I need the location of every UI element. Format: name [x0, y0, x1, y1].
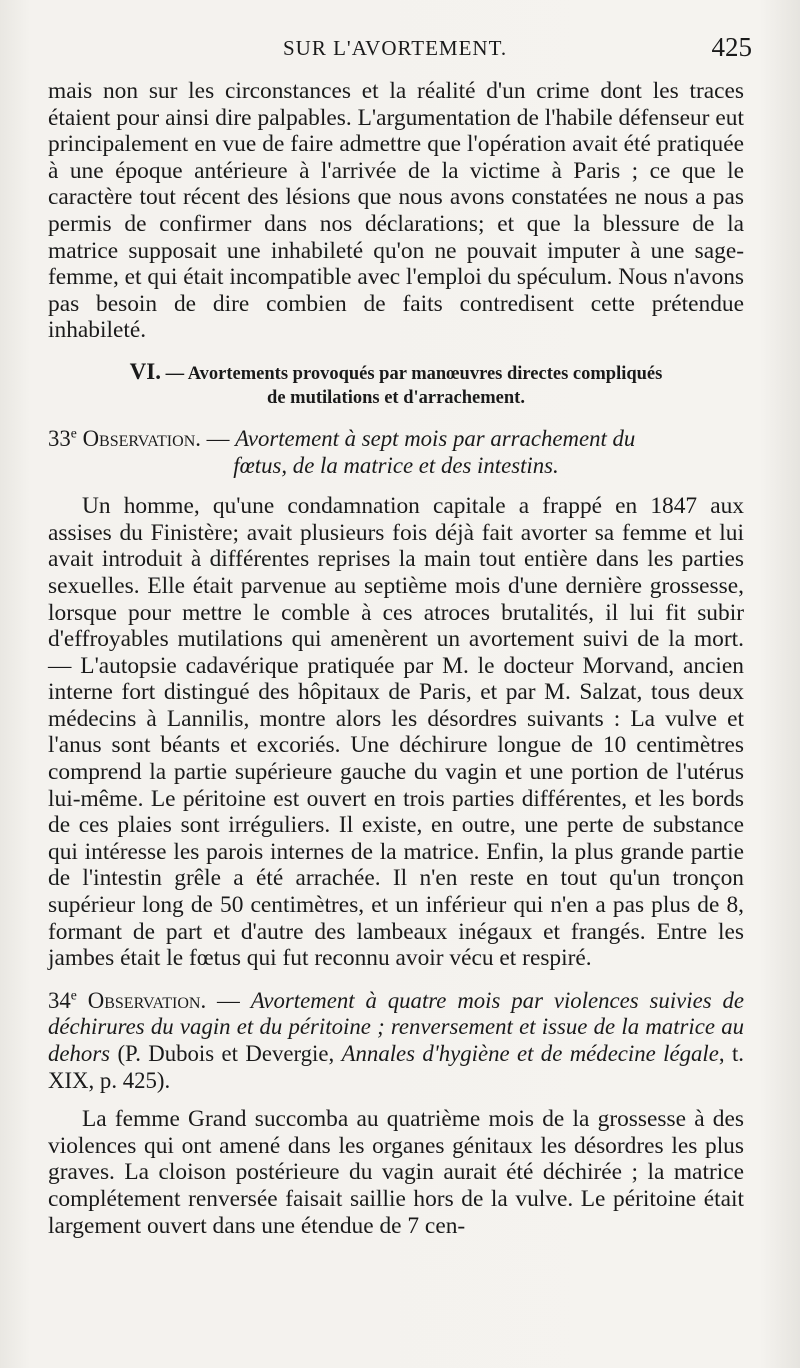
- page-header: [48, 32, 760, 72]
- observation-title: Avortement à quatre mois par violences suivies de déchirures du vagin et du péritoine ; renversement et issue de la matrice au dehors: [48, 987, 745, 1066]
- observation-reference-journal: Annales d'hygiène et de médecine légale: [341, 1041, 719, 1066]
- observation-reference-authors: (P. Dubois et Devergie,: [110, 1041, 342, 1066]
- paragraph-observation-33: Un homme, qu'une condamnation capitale a frappé en 1847 aux assises du Finistère; avait plusieurs fois déjà fait avorter sa femme et lui avait introduit à différentes reprises la main tout entière dans les parties sexuelles. Elle était parvenue au septième mois d'une dernière grossesse, lorsque pour mettre le comble à ces atroces brutalités, il lui fit subir d'effroyables mutilations qui amenèrent un avortement suivi de la mort. — L'autopsie cadavérique pratiquée par M. le docteur Morvand, ancien interne fort distingué des hôpitaux de Paris, et par M. Salzat, tous deux médecins à Lannilis, montre alors les désordres suivants : La vulve et l'anus sont béants et excoriés. Une déchirure longue de 10 centimètres comprend la partie supérieure gauche du vagin et une portion de l'utérus lui-même. Le péritoine est ouvert en trois parties différentes, et les bords de ces plaies sont irréguliers. Il existe, en outre, une perte de substance qui intéresse les parois internes de la matrice. Enfin, la plus grande partie de l'intestin grêle a été arrachée. Il n'en reste en tout qu'un tronçon supérieur long de 50 centimètres, et un inférieur qui n'en a pas plus de 8, formant de part et d'autre des lambeaux inégaux et frangés. Entre les jambes était le fœtus qui fut reconnu avoir vécu et respiré.: [48, 493, 744, 972]
- observation-number-suffix: e: [70, 425, 77, 441]
- paragraph-continuation: mais non sur les circonstances et la réalité d'un crime dont les traces étaient pour ainsi dire palpables. L'argumentation de l'habile défenseur eut principalement en vue de faire admettre que l'opération avait été pratiquée à une époque antérieure à l'arrivée de la victime à Paris ; ce que le caractère tout récent des lésions que nous avons constatées ne nous a pas permis de confirmer dans nos déclarations; et que la blessure de la matrice supposait une inhabileté qu'on ne pouvait imputer à une sage-femme, et qui était incompatible avec l'emploi du spéculum. Nous n'avons pas besoin de dire combien de faits contredisent cette prétendue inhabileté.: [48, 78, 744, 344]
- spacer: [48, 972, 744, 988]
- observation-label: Observation.: [87, 987, 207, 1013]
- paragraph-observation-34: La femme Grand succomba au quatrième mois de la grossesse à des violences qui ont amené dans les organes génitaux les désordres les plus graves. La cloison postérieure du vagin aurait été déchirée ; la matrice complétement renversée faisait saillie hors de la vulve. Le péritoine était largement ouvert dans une étendue de 7 cen-: [48, 1106, 744, 1239]
- observation-dash: —: [206, 987, 251, 1013]
- observation-number: 34: [48, 987, 71, 1013]
- observation-dash: —: [200, 425, 236, 451]
- observation-number: 33: [48, 425, 71, 451]
- spacer: [48, 1094, 744, 1106]
- page-number: 425: [711, 32, 752, 62]
- running-head: SUR L'AVORTEMENT.: [283, 36, 508, 60]
- page-body: [48, 78, 744, 1239]
- section-number: VI.: [129, 358, 161, 384]
- observation-number-suffix: e: [70, 987, 77, 1003]
- observation-title-line1: Avortement à sept mois par arrachement du: [235, 425, 636, 451]
- observation-34-heading: [48, 988, 744, 1094]
- observation-title-line2: fœtus, de la matrice et des intestins.: [233, 452, 559, 478]
- section-title-line2: de mutilations et d'arrachement.: [267, 387, 525, 408]
- observation-label: Observation.: [82, 425, 201, 451]
- section-dash: —: [160, 363, 188, 384]
- observation-33-heading: [48, 426, 744, 479]
- section-title-line1: Avortements provoqués par manœuvres directes compliqués: [187, 363, 663, 384]
- spacer: [48, 479, 744, 493]
- section-heading-vi: [48, 360, 744, 410]
- observation-reference-volume: , t. XIX, p. 425).: [48, 1041, 744, 1093]
